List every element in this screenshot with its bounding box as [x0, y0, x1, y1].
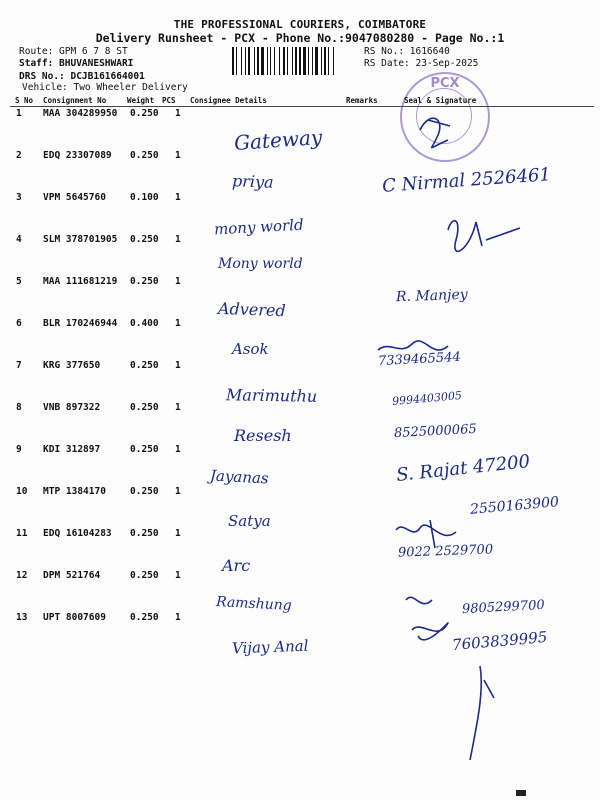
signature-stroke	[470, 666, 494, 760]
col-seal: Seal & Signature	[404, 96, 477, 105]
barcode-bar	[287, 47, 288, 75]
barcode-bar	[292, 47, 293, 75]
row-pcs: 1	[175, 234, 181, 245]
col-consignment: Consignment No	[43, 96, 107, 105]
rs-number: RS No.: 1616640	[364, 46, 450, 57]
table-row	[0, 528, 600, 570]
row-sno: 11	[16, 528, 28, 539]
row-sno: 10	[16, 486, 28, 497]
row-consignment-no: EDQ 23307089	[43, 150, 112, 161]
handwritten-consignee-name: Jayanas	[209, 466, 270, 488]
barcode-bar	[261, 47, 264, 75]
row-weight: 0.250	[130, 444, 159, 455]
row-sno: 1	[16, 108, 22, 119]
col-weight: Weight	[127, 96, 155, 105]
table-row	[0, 318, 600, 360]
row-pcs: 1	[175, 360, 181, 371]
barcode-bar	[232, 47, 234, 75]
row-weight: 0.250	[130, 486, 159, 497]
header-divider	[10, 106, 594, 107]
staff-label: Staff: BHUVANESHWARI	[19, 58, 134, 69]
row-weight: 0.250	[130, 570, 159, 581]
barcode-bar	[257, 47, 259, 75]
signature-note: 9805299700	[461, 597, 546, 618]
signature-note: 2550163900	[469, 494, 560, 518]
barcode-bar	[245, 47, 246, 75]
drs-number: DRS No.: DCJB161664001	[19, 71, 145, 82]
row-sno: 13	[16, 612, 28, 623]
row-consignment-no: KRG 377650	[43, 360, 101, 371]
row-weight: 0.400	[130, 318, 159, 329]
row-consignment-no: SLM 378701905	[43, 234, 118, 245]
row-weight: 0.250	[130, 108, 159, 119]
handwritten-consignee-name: Marimuthu	[225, 385, 318, 406]
col-consignee: Consignee Details	[190, 96, 267, 105]
row-sno: 9	[16, 444, 22, 455]
handwritten-consignee-name: Resesh	[234, 426, 292, 445]
scan-mark	[516, 790, 526, 796]
signature-note: S. Rajat 47200	[395, 451, 532, 486]
row-pcs: 1	[175, 276, 181, 287]
row-sno: 7	[16, 360, 22, 371]
signature-note: 7603839995	[451, 627, 549, 655]
barcode-bar	[267, 47, 268, 75]
row-pcs: 1	[175, 486, 181, 497]
row-sno: 3	[16, 192, 22, 203]
row-sno: 4	[16, 234, 22, 245]
barcode-bar	[254, 47, 255, 75]
barcode-bar	[279, 47, 280, 75]
row-sno: 6	[16, 318, 22, 329]
signature-note: 7339465544	[377, 349, 462, 370]
barcode-bar	[312, 47, 313, 75]
row-consignment-no: MAA 304289950	[43, 108, 118, 119]
barcode-bar	[333, 47, 334, 75]
row-weight: 0.250	[130, 150, 159, 161]
barcode-bar	[248, 47, 250, 75]
row-weight: 0.250	[130, 234, 159, 245]
row-pcs: 1	[175, 108, 181, 119]
row-consignment-no: UPT 8007609	[43, 612, 106, 623]
signature-note: R. Manjey	[395, 286, 468, 306]
handwritten-consignee-name: Vijay Anal	[231, 636, 309, 658]
signature-note: 9022 2529700	[397, 542, 494, 561]
company-name: THE PROFESSIONAL COURIERS, COIMBATORE	[173, 18, 427, 31]
row-consignment-no: VNB 897322	[43, 402, 101, 413]
barcode-bar	[241, 47, 242, 75]
barcode-bar	[270, 47, 271, 75]
row-pcs: 1	[175, 528, 181, 539]
handwritten-consignee-name: priya	[231, 171, 274, 192]
rs-date: RS Date: 23-Sep-2025	[364, 58, 479, 69]
handwritten-consignee-name: Advered	[217, 298, 286, 321]
handwritten-consignee-name: Mony world	[218, 256, 303, 272]
row-consignment-no: KDI 312897	[43, 444, 101, 455]
row-consignment-no: EDQ 16104283	[43, 528, 112, 539]
row-weight: 0.250	[130, 528, 159, 539]
row-consignment-no: BLR 170246944	[43, 318, 118, 329]
barcode-bar	[321, 47, 322, 75]
row-sno: 2	[16, 150, 22, 161]
barcode-bar	[324, 47, 326, 75]
signature-note: 9994403005	[391, 388, 463, 409]
barcode-bar	[303, 47, 306, 75]
row-consignment-no: MAA 111681219	[43, 276, 118, 287]
handwritten-consignee-name: mony world	[213, 215, 305, 239]
row-sno: 8	[16, 402, 22, 413]
stamp-text: PCX	[430, 76, 460, 91]
row-pcs: 1	[175, 444, 181, 455]
row-weight: 0.250	[130, 360, 159, 371]
row-consignment-no: MTP 1384170	[43, 486, 106, 497]
handwritten-consignee-name: Gateway	[233, 124, 323, 156]
handwritten-consignee-name: Satya	[228, 512, 271, 530]
row-pcs: 1	[175, 612, 181, 623]
barcode-bar	[328, 47, 329, 75]
col-pcs: PCS	[162, 96, 176, 105]
barcode-bar	[299, 47, 301, 75]
barcode-bar	[236, 47, 237, 75]
table-row	[0, 402, 600, 444]
vehicle-label: Vehicle: Two Wheeler Delivery	[22, 82, 188, 93]
barcode-image	[232, 47, 358, 75]
barcode-bar	[283, 47, 285, 75]
row-sno: 12	[16, 570, 28, 581]
row-pcs: 1	[175, 192, 181, 203]
row-consignment-no: DPM 521764	[43, 570, 101, 581]
barcode-bar	[315, 47, 318, 75]
handwritten-consignee-name: Arc	[222, 556, 251, 575]
row-pcs: 1	[175, 402, 181, 413]
col-sno: S No	[15, 96, 34, 105]
signature-note: C Nirmal 2526461	[381, 164, 552, 197]
row-pcs: 1	[175, 570, 181, 581]
row-weight: 0.250	[130, 402, 159, 413]
row-weight: 0.250	[130, 612, 159, 623]
route-label: Route: GPM 6 7 8 ST	[19, 46, 128, 57]
handwritten-consignee-name: Ramshung	[215, 594, 293, 614]
runsheet-title: Delivery Runsheet - PCX - Phone No.:9047080280 - Page No.:1	[95, 31, 505, 45]
barcode-bar	[274, 47, 275, 75]
row-sno: 5	[16, 276, 22, 287]
row-weight: 0.100	[130, 192, 159, 203]
table-row	[0, 276, 600, 321]
col-remarks: Remarks	[346, 96, 378, 105]
row-pcs: 1	[175, 318, 181, 329]
handwritten-consignee-name: Asok	[232, 340, 269, 358]
row-weight: 0.250	[130, 276, 159, 287]
barcode-bar	[295, 47, 297, 75]
row-consignment-no: VPM 5645760	[43, 192, 106, 203]
row-pcs: 1	[175, 150, 181, 161]
barcode-bar	[308, 47, 309, 75]
signature-note: 8525000065	[393, 421, 478, 442]
